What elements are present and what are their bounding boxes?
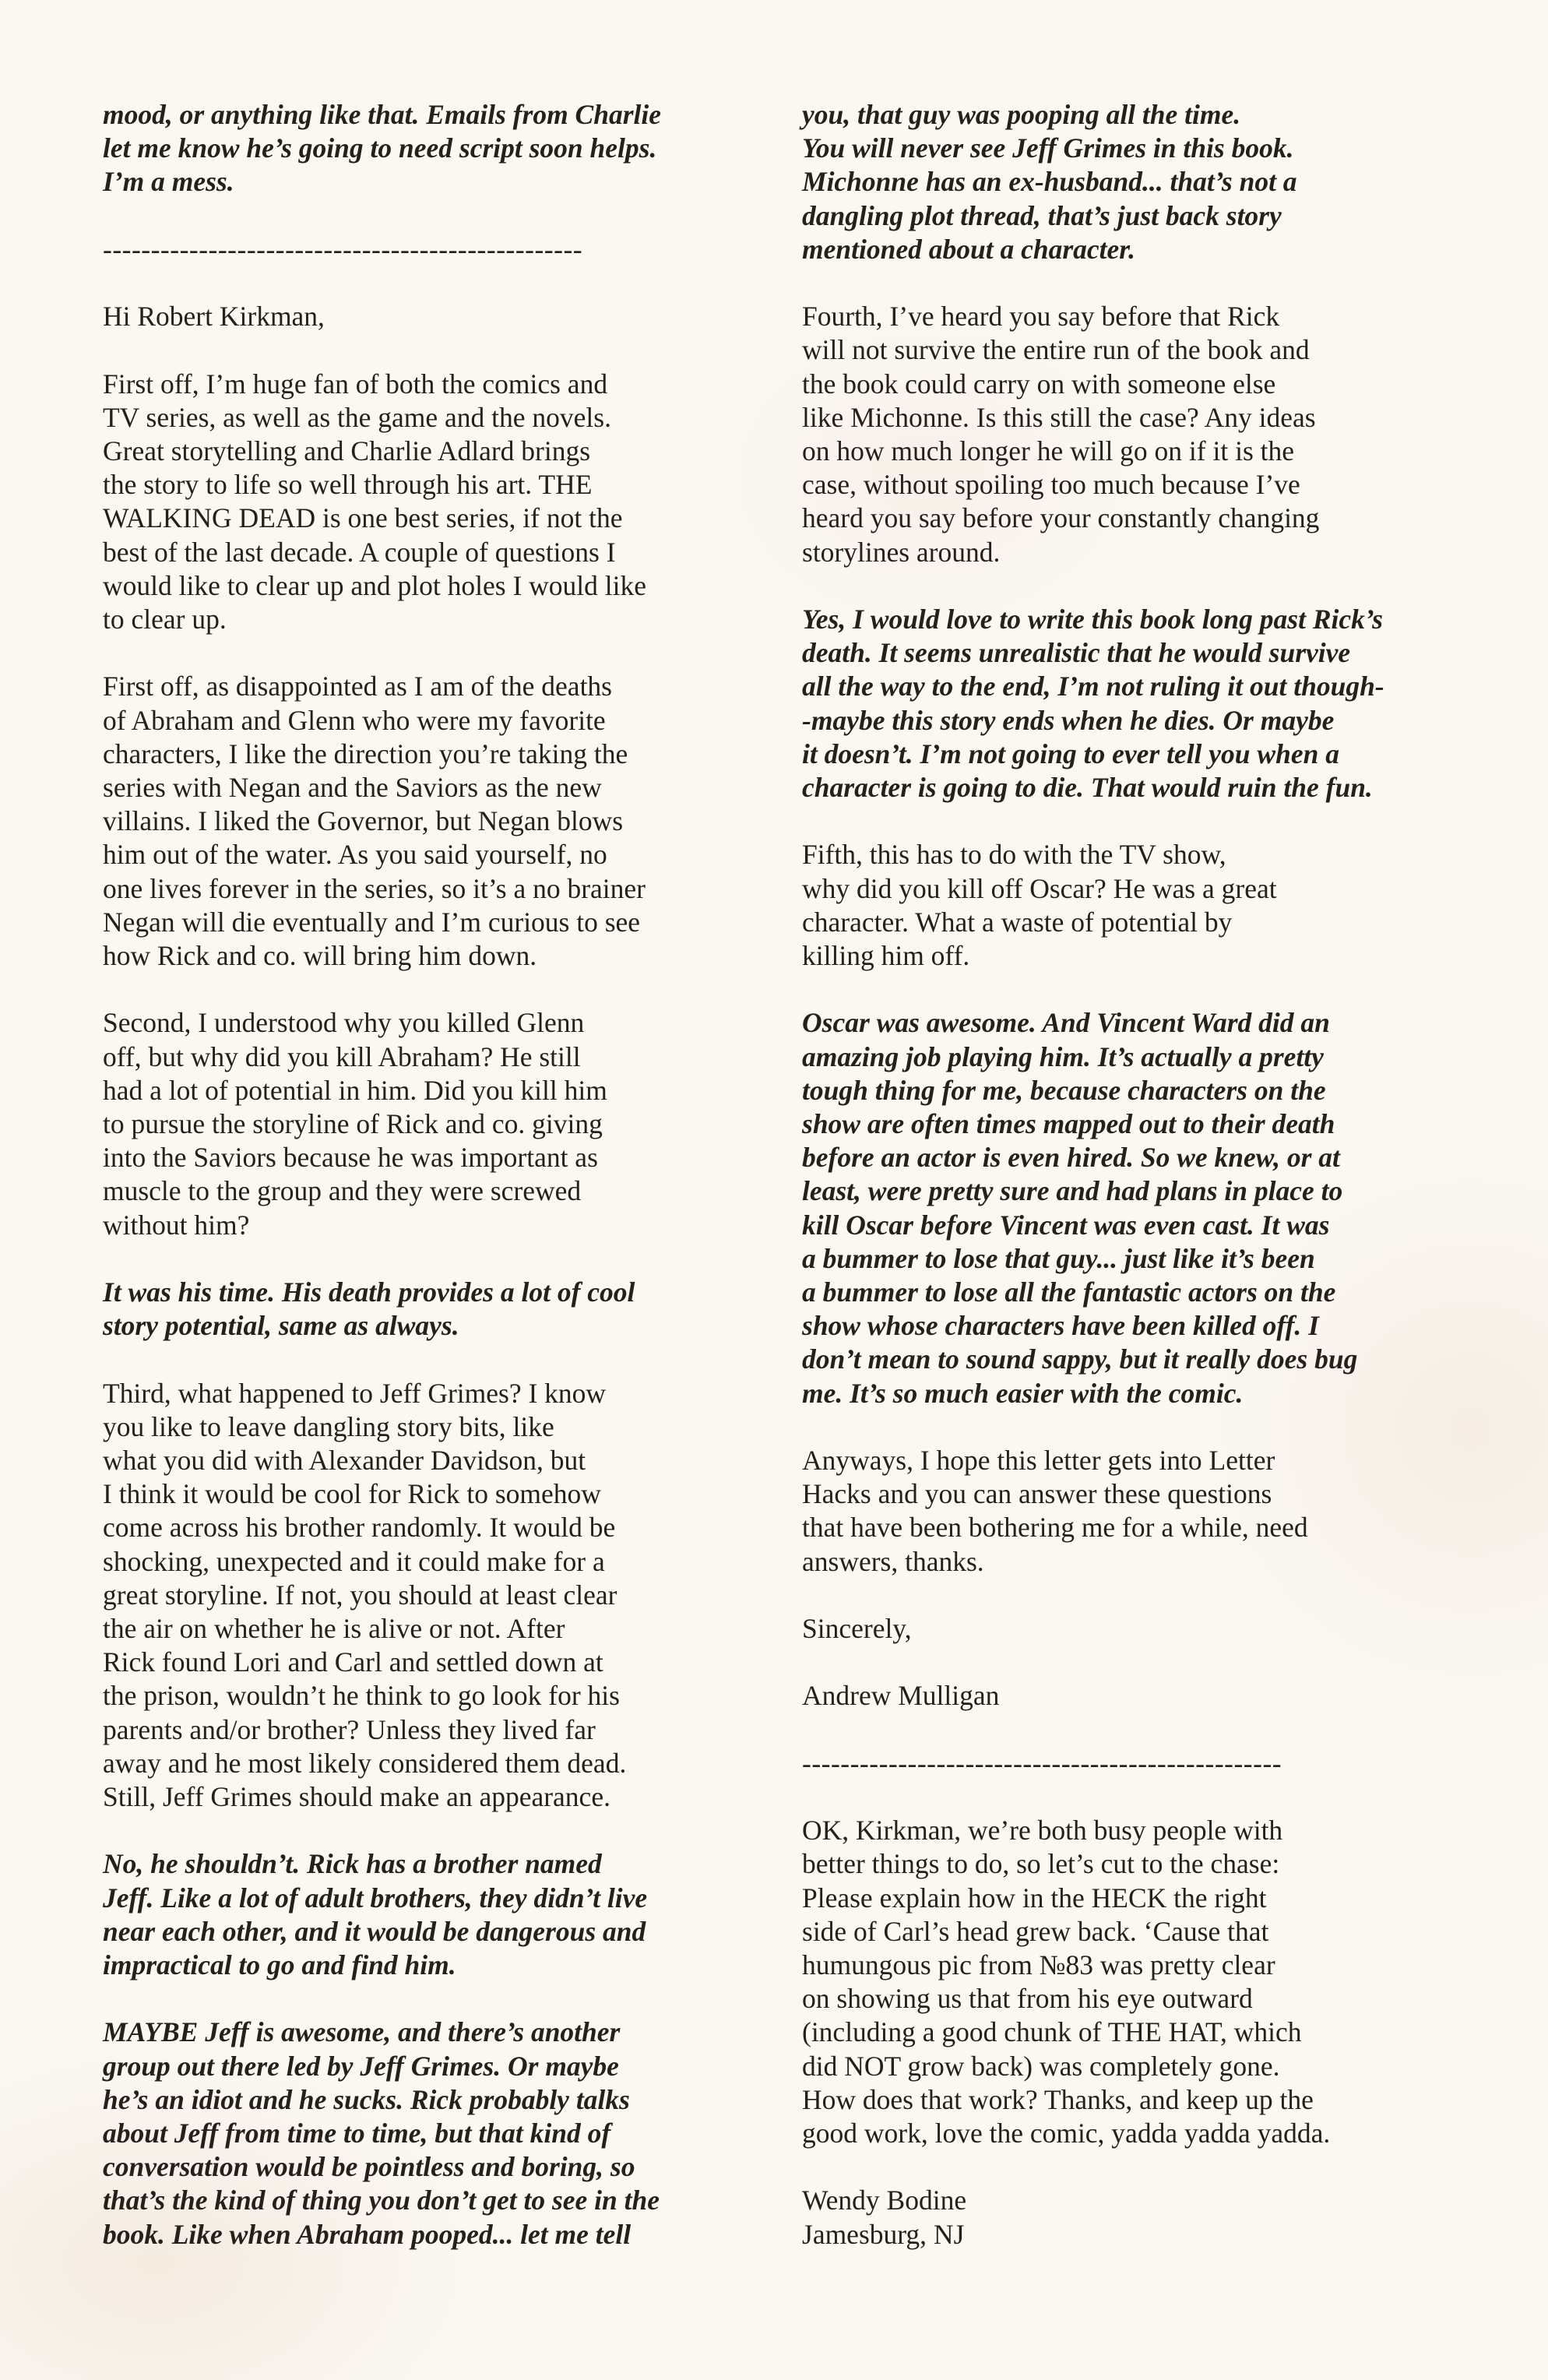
letter-paragraph: Third, what happened to Jeff Grimes? I know you like to leave dangling story bits, like what you did with Alexander Davidson, but I think it would be cool for Rick to somehow come across his brother randomly. It would be shocking, unexpected and it could make for a great storyline. If not, you should at least clear the air on whether he is alive or not. After Rick found Lori and Carl and settled down at the prison, wouldn’t he think to go look for his parents and/or brother? Unless they lived far away and he most likely considered them dead. Still, Jeff Grimes should make an appearance.	[103, 1377, 627, 1813]
letter-separator: --------------------------------------------------	[103, 233, 583, 265]
reply-text: mood, or anything like that. Emails from Charlie let me know he’s going to need script soon helps. I’m a mess.	[103, 99, 662, 198]
letter-paragraph: First off, I’m huge fan of both the comics and TV series, as well as the game and the novels. Great storytelling and Charlie Adlard brings the story to life so well through his art. THE WALKING DEAD is one best series, if not the best of the last decade. A couple of questions I would like to clear up and plot holes I would like to clear up.	[103, 368, 647, 635]
reply-text: MAYBE Jeff is awesome, and there’s another group out there led by Jeff Grimes. Or maybe he’s an idiot and he sucks. Rick probably talks about Jeff from time to time, but that kind of conversation would be pointless and boring, so that’s the kind of thing you don’t get to see in the book. Like when Abraham pooped... let me tell	[103, 2016, 660, 2250]
letter-separator: --------------------------------------------------	[802, 1747, 1282, 1779]
letter-signature: Wendy Bodine Jamesburg, NJ	[802, 2185, 967, 2250]
letter-paragraph: Anyways, I hope this letter gets into Letter Hacks and you can answer these questions that have been bothering me for a while, need answers, thanks.	[802, 1445, 1308, 1577]
letter-paragraph: Fourth, I’ve heard you say before that Rick will not survive the entire run of the book and the book could carry on with someone else like Michonne. Is this still the case? Any ideas on how much longer he will go on if it is the case, without spoiling too much because I’ve heard you say before your constantly changing storylines around.	[802, 301, 1320, 568]
letter-paragraph: First off, as disappointed as I am of the deaths of Abraham and Glenn who were my favorite characters, I like the direction you’re taking the series with Negan and the Saviors as the new villains. I liked the Governor, but Negan blows him out of the water. As you said yourself, no one lives forever in the series, so it’s a no brainer Negan will die eventually and I’m curious to see how Rick and co. will bring him down.	[103, 671, 646, 972]
reply-text: It was his time. His death provides a lot of cool story potential, same as always.	[103, 1276, 635, 1342]
reply-text: Yes, I would love to write this book long past Rick’s death. It seems unrealistic that he would survive all the way to the end, I’m not ruling it out though- -maybe this story ends when he dies. Or maybe it doesn’t. I’m not going to ever tell you when a character is going to die. That would ruin the fun.	[802, 604, 1384, 804]
letter-signature: Andrew Mulligan	[802, 1680, 1000, 1712]
letter-signoff: Sincerely,	[802, 1613, 912, 1645]
left-column	[103, 98, 780, 2251]
letter-greeting: Hi Robert Kirkman,	[103, 301, 325, 333]
reply-text: you, that guy was pooping all the time. You will never see Jeff Grimes in this book. Michonne has an ex-husband... that’s not a dangling plot thread, that’s just back story mentioned about a character.	[802, 99, 1297, 265]
reply-text: No, he shouldn’t. Rick has a brother named Jeff. Like a lot of adult brothers, they didn’t live near each other, and it would be dangerous and impractical to go and find him.	[103, 1848, 648, 1981]
letter-paragraph: OK, Kirkman, we’re both busy people with better things to do, so let’s cut to the chase: Please explain how in the HECK the right side of Carl’s head grew back. ‘Cause that humungous pic from №83 was pretty clear on showing us that from his eye outward (including a good chunk of THE HAT, which did NOT grow back) was completely gone. How does that work? Thanks, and keep up the good work, love the comic, yadda yadda yadda.	[802, 1815, 1331, 2149]
reply-text: Oscar was awesome. And Vincent Ward did an amazing job playing him. It’s actually a pretty tough thing for me, because characters on the show are often times mapped out to their death before an actor is even hired. So we knew, or at least, were pretty sure and had plans in place to kill Oscar before Vincent was even cast. It was a bummer to lose that guy... just like it’s been a bummer to lose all the fantastic actors on the show whose characters have been killed off. I don’t mean to sound sappy, but it really does bug me. It’s so much easier with the comic.	[802, 1007, 1358, 1409]
letter-paragraph: Fifth, this has to do with the TV show, why did you kill off Oscar? He was a great character. What a waste of potential by killing him off.	[802, 839, 1277, 972]
letter-paragraph: Second, I understood why you killed Glenn off, but why did you kill Abraham? He still had a lot of potential in him. Did you kill him to pursue the storyline of Rick and co. giving into the Saviors because he was important as muscle to the group and they were screwed without him?	[103, 1007, 607, 1241]
right-column	[802, 98, 1479, 2251]
